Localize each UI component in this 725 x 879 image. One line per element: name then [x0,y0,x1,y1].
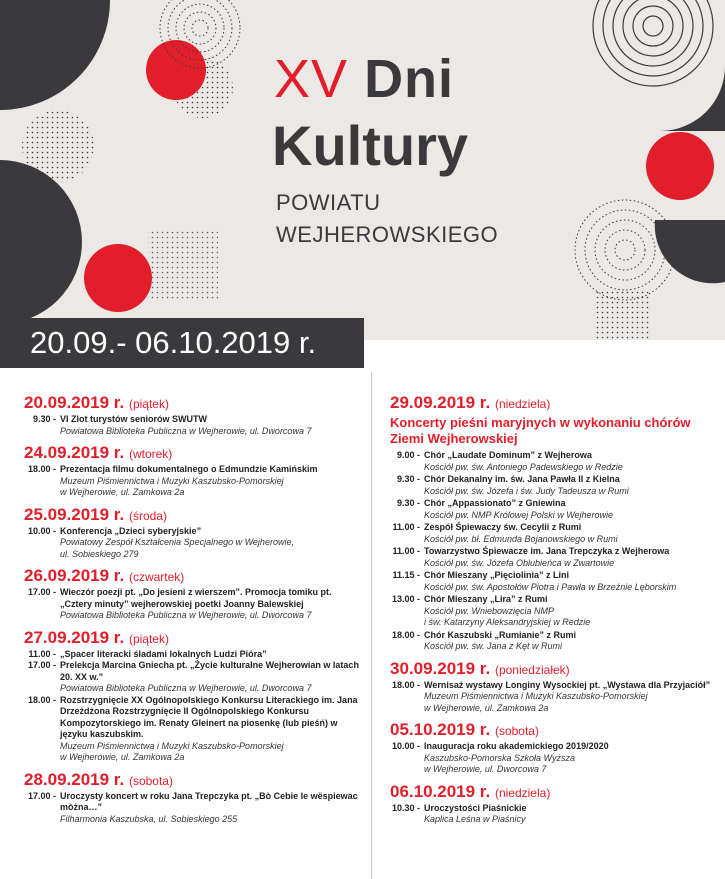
event-row [390,803,720,826]
day-weekday: (niedziela) [494,397,551,411]
event-row [390,570,720,593]
day-block [390,393,720,653]
event-title: Wernisaż wystawy Longiny Wysockiej pt. „Wystawa dla Przyjaciół” [424,679,711,690]
event-location: w Wejherowie, ul. Zamkowa 2a [60,487,185,497]
event-time: 11.00 - [392,522,420,532]
day-weekday: (niedziela) [494,785,551,800]
event-location: Kaszubsko-Pomorska Szkoła Wyższa [424,752,576,763]
day-heading [390,782,720,803]
event-location: Kościół pw. św. Antoniego Padewskiego w Redzie [424,461,623,472]
event-body [60,649,364,661]
day-weekday: (piątek) [128,397,169,411]
dark-half-circle-shape [655,220,725,283]
event-title: Chór „Laudate Dominum” z Wejherowa [424,450,592,460]
event-time: 18.00 - [27,694,56,705]
schedule-left-column [24,393,364,831]
event-row [390,630,720,653]
event-title: Chór Kaszubski „Rumianie” z Rumi [424,629,577,640]
event-location: Powiatowa Biblioteka Publiczna w Wejherowie, ul. Dworcowa 7 [60,683,312,693]
event-body [424,570,720,593]
event-row [390,498,720,521]
day-block [24,505,364,561]
event-body [424,803,720,826]
day-weekday: (środa) [128,508,167,523]
event-body [60,791,364,826]
dotted-square-shape [595,290,650,340]
event-row [24,649,364,661]
dark-quarter-shape [660,66,725,131]
dark-quarter-shape [0,0,110,110]
dotted-square-shape [148,230,218,300]
day-block [390,782,720,826]
dark-half-circle-shape [0,160,82,324]
dotted-circle-shape [22,110,94,182]
day-date: 20.09.2019 r. [24,393,125,412]
event-row [390,474,720,497]
concentric-rings-shape [575,200,675,300]
event-body [60,414,364,437]
event-time: 10.00 - [27,525,56,536]
day-weekday: (sobota) [128,773,173,788]
subtitle-wejherowskiego: WEJHEROWSKIEGO [276,222,499,247]
event-title: Chór „Appassionato” z Gniewina [424,498,566,508]
day-weekday: (poniedziałek) [494,662,570,677]
day-date: 26.09.2019 r. [24,566,125,585]
event-title: Chór Mieszany „Lira” z Rumi [424,594,548,604]
event-location: Kościół pw. św. Józefa Oblubieńca w Zwartowie [424,557,615,568]
day-date: 05.10.2019 r. [390,720,491,739]
event-time: 18.00 - [391,629,420,640]
event-time: 17.00 - [27,660,56,670]
event-body [60,695,364,764]
event-row [24,791,364,826]
event-time: 9.30 - [396,474,420,484]
day-heading [390,393,720,414]
event-location: ul. Sobieskiego 279 [60,548,139,559]
date-range-banner: 20.09.- 06.10.2019 r. [0,318,364,368]
event-title: Chór Dekanalny im. św. Jana Pawła II z Kielna [424,474,620,484]
day-heading [24,505,364,526]
day-date: 06.10.2019 r. [390,781,491,801]
event-title: Prelekcja Marcina Gniecha pt. „Życie kulturalne Wejherowian w latach 20. XX w.” [60,660,359,682]
day-weekday: (piątek) [128,631,169,646]
event-time: 10.00 - [391,741,420,751]
red-circle-shape [84,244,152,312]
event-location: w Wejherowie, ul. Dworcowa 7 [424,764,547,774]
day-block [390,720,720,776]
day-block [24,443,364,499]
event-time: 18.00 - [27,464,56,474]
event-location: i św. Katarzyny Aleksandryjskiej w Redzie [424,617,591,627]
event-location: Powiatowa Biblioteka Publiczna w Wejherowie, ul. Dworcowa 7 [60,425,312,436]
day-block [390,659,720,715]
event-time: 9.30 - [32,414,56,424]
event-title: Uroczysty koncert w roku Jana Trepczyka pt. „Bò Cebie le wëspiewac mòżna…” [60,790,358,812]
day-heading [24,770,364,791]
red-circle-shape [646,132,714,200]
event-location: Muzeum Piśmiennictwa i Muzyki Kaszubsko-Pomorskiej [60,475,284,486]
event-body [60,464,364,499]
concert-series-title: Koncerty pieśni maryjnych w wykonaniu chórów Ziemi Wejherowskiej [390,415,691,446]
event-location: Kościół pw. św. Jana z Kęt w Rumi [424,641,563,651]
event-body [424,474,720,497]
subtitle-powiatu: POWIATU [276,190,381,215]
day-block [24,566,364,622]
event-location: Muzeum Piśmiennictwa i Muzyki Kaszubsko-Pomorskiej [424,691,648,701]
title-kultury: Kultury [272,114,468,177]
event-body [424,498,720,521]
day-date: 24.09.2019 r. [24,443,125,462]
day-block [24,770,364,826]
day-weekday: (sobota) [494,724,539,738]
event-body [60,660,364,695]
concentric-rings-shape [593,0,713,86]
event-body [424,522,720,545]
event-time: 11.00 - [28,648,56,659]
event-title: Rozstrzygnięcie XX Ogólnopolskiego Konkursu Literackiego im. Jana Drzeżdżona Rozstrzygnięcie II Ogólnopolskiego Konkursu Kompozytorskiego im. Renaty Gleinert na piosenkę (lub pieśń) w języku kaszubskim. [60,694,358,739]
day-heading [24,443,364,464]
event-time: 18.00 - [391,679,420,690]
day-date: 29.09.2019 r. [390,393,491,412]
event-title: VI Zlot turystów seniorów SWUTW [60,414,207,424]
event-time: 9.00 - [396,450,420,460]
day-date: 25.09.2019 r. [24,504,125,524]
event-time: 11.15 - [392,570,420,580]
event-body [424,546,720,569]
day-heading [390,720,720,741]
event-row [24,464,364,499]
event-body [60,587,364,622]
event-row [390,680,720,715]
day-date: 28.09.2019 r. [24,769,125,789]
day-date: 27.09.2019 r. [24,627,125,647]
event-body [60,526,364,561]
event-location: Kościół pw. św. Józefa i św. Judy Tadeusza w Rumi [424,485,629,496]
hero-banner [0,0,725,340]
event-location: Kościół pw. św. Apostołów Piotra i Pawła w Brzeźnie Lęborskim [424,581,677,592]
day-heading [24,566,364,587]
event-title: Wieczór poezji pt. „Do jesieni z wierszem”. Promocja tomiku pt. „Cztery minuty” wejherowskiej poetki Joanny Balewskiej [60,587,332,609]
event-location: Kaplica Leśna w Piaśnicy [424,814,526,824]
event-title: „Spacer literacki śladami lokalnych Ludzi Pióra” [60,648,267,659]
event-location: Kościół pw. NMP Królowej Polski w Wejherowie [424,509,614,520]
event-time: 17.00 - [27,790,56,801]
day-heading [24,628,364,649]
event-location: Powiatowa Biblioteka Publiczna w Wejherowie, ul. Dworcowa 7 [60,610,312,620]
event-time: 13.00 - [391,594,420,604]
event-row [24,660,364,695]
event-time: 10.30 - [391,802,420,813]
event-row [24,414,364,437]
day-weekday: (wtorek) [128,447,173,461]
event-body [424,450,720,473]
event-time: 17.00 - [27,587,56,597]
event-location: Muzeum Piśmiennictwa i Muzyki Kaszubsko-Pomorskiej [60,740,284,751]
event-row [24,526,364,561]
event-body [424,630,720,653]
event-row [390,594,720,629]
event-row [24,587,364,622]
event-location: w Wejherowie, ul. Zamkowa 2a [60,752,185,762]
event-title: Prezentacja filmu dokumentalnego o Edmundzie Kamińskim [60,464,318,474]
event-body [424,594,720,629]
event-location: Powiatowy Zespół Kształcenia Specjalnego w Wejherowie, [60,537,294,547]
event-row [24,695,364,764]
event-row [390,522,720,545]
event-time: 9.30 - [396,498,420,508]
event-location: w Wejherowie, ul. Zamkowa 2a [424,702,549,713]
title-line-1 [274,49,455,109]
event-title: Inauguracja roku akademickiego 2019/2020 [424,741,609,751]
column-divider [371,372,372,879]
event-title: Konferencja „Dzieci syberyjskie” [60,525,202,536]
schedule-right-column [390,393,720,832]
title-dni: Dni [364,49,455,109]
event-title: Uroczystości Piaśnickie [424,802,527,813]
day-weekday: (czwartek) [128,570,185,584]
event-location: Filharmonia Kaszubska, ul. Sobieskiego 255 [60,813,238,824]
day-heading [390,659,720,680]
event-title: Towarzystwo Śpiewacze im. Jana Trepczyka z Wejherowa [424,546,670,556]
event-row [390,546,720,569]
event-location: Kościół pw. Wniebowzięcia NMP [424,605,555,616]
event-time: 11.00 - [392,546,420,556]
title-xv: XV [274,49,349,109]
event-body [424,741,720,776]
event-body [424,680,720,715]
event-row [390,450,720,473]
event-title: Zespół Śpiewaczy św. Cecylii z Rumi [424,522,582,532]
day-heading [24,393,364,414]
event-title: Chór Mieszany „Pięciolinia” z Lini [424,570,570,580]
day-date: 30.09.2019 r. [390,658,491,678]
day-block [24,628,364,764]
event-row [390,741,720,776]
event-location: Kościół pw. bł. Edmunda Bojanowskiego w Rumi [424,533,618,544]
day-block [24,393,364,437]
